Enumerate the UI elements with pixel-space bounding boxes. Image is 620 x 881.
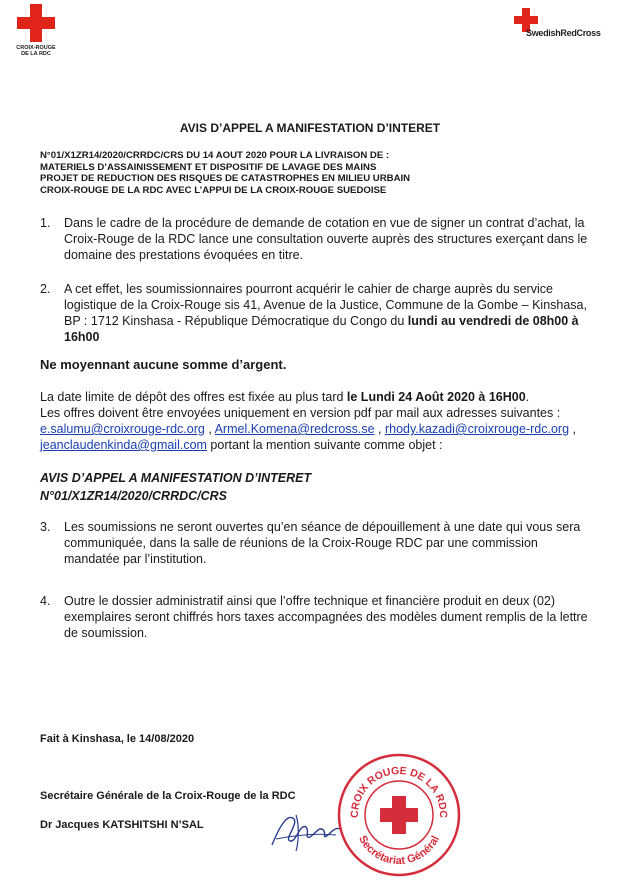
- email-list: [40, 421, 595, 453]
- paragraph-number: 1.: [40, 216, 51, 230]
- deadline-end: .: [525, 390, 530, 404]
- submission-instructions: Les offres doivent être envoyées uniquement en version pdf par mail aux adresses suivantes :: [40, 406, 561, 420]
- paragraph-1: [40, 215, 595, 263]
- no-fee-notice: Ne moyennant aucune somme d’argent.: [40, 357, 287, 372]
- reference-block: [40, 150, 580, 196]
- left-logo-line1: CROIX-ROUGE: [16, 45, 56, 51]
- email-link[interactable]: e.salumu@croixrouge-rdc.org: [40, 422, 205, 436]
- place-date: Fait à Kinshasa, le 14/08/2020: [40, 733, 195, 745]
- email-separator: ,: [374, 422, 385, 436]
- paragraph-number: 4.: [40, 594, 51, 608]
- paragraph-4: [40, 593, 595, 641]
- email-separator: ,: [204, 422, 215, 436]
- paragraph-3: [40, 519, 595, 567]
- email-link[interactable]: jeanclaudenkinda@gmail.com: [40, 438, 207, 452]
- paragraph-text: Outre le dossier administratif ainsi que l’offre technique et financière produit en deux (02) exemplaires seront chiffrés hors taxes accompagnées des modèles dument remplis de la lettre de soumission.: [64, 594, 588, 640]
- swedish-red-cross-logo: [512, 8, 616, 38]
- subject-intro: portant la mention suivante comme objet :: [206, 438, 443, 452]
- handwritten-signature: [266, 805, 346, 855]
- reference-line: MATERIELS D’ASSAINISSEMENT ET DISPOSITIF DE LAVAGE DES MAINS: [40, 161, 377, 173]
- stamp-bottom-text: Secrétariat Général: [356, 833, 442, 868]
- deadline-text: La date limite de dépôt des offres est fixée au plus tard: [40, 390, 347, 404]
- right-logo-name: SwedishRedCross: [526, 28, 601, 38]
- signatory-name: Dr Jacques KATSHITSHI N’SAL: [40, 819, 204, 831]
- paragraph-body: A cet effet, les soumissionnaires pourront acquérir le cahier de charge auprès du service logistique de la Croix-Rouge sis 41, Avenue de la Justice, Commune de la Gombe – Kinshasa, BP : 1712 Kinshasa - République Démocratique du Congo du: [64, 282, 587, 328]
- subject-reference: [40, 469, 595, 505]
- left-logo-line2: DE LA RDC: [21, 51, 51, 57]
- signatory-title: Secrétaire Générale de la Croix-Rouge de la RDC: [40, 790, 296, 802]
- red-cross-icon: [17, 4, 55, 42]
- croix-rouge-rdc-logo: [8, 4, 64, 57]
- reference-line: CROIX-ROUGE DE LA RDC AVEC L’APPUI DE LA CROIX-ROUGE SUEDOISE: [40, 184, 387, 196]
- paragraph-text: Dans le cadre de la procédure de demande de cotation en vue de signer un contrat d’achat, la Croix-Rouge de la RDC lance une consultation ouverte auprès des structures exerçant dans le domaine des prestations évoquées en titre.: [64, 216, 588, 262]
- email-link[interactable]: Armel.Komena@redcross.se: [214, 422, 375, 436]
- reference-line: PROJET DE REDUCTION DES RISQUES DE CATASTROPHES EN MILIEU URBAIN: [40, 173, 411, 184]
- document-title: AVIS D’APPEL A MANIFESTATION D’INTERET: [179, 121, 441, 135]
- paragraph-text: Les soumissions ne seront ouvertes qu’en séance de dépouillement à une date qui vous sera communiquée, dans la salle de réunions de la Croix-Rouge RDC par une commission mandatée par l’institution.: [64, 520, 581, 566]
- official-stamp: [336, 752, 462, 878]
- reference-line: N°01/X1ZR14/2020/CRRDC/CRS DU 14 AOUT 2020 POUR LA LIVRAISON DE :: [40, 150, 390, 161]
- subject-title: AVIS D’APPEL A MANIFESTATION D’INTERET: [40, 471, 312, 485]
- email-link[interactable]: rhody.kazadi@croixrouge-rdc.org: [384, 422, 570, 436]
- deadline-line: [40, 389, 595, 405]
- stamp-top-text: CROIX ROUGE DE LA RDC: [348, 764, 450, 819]
- deadline-date: le Lundi 24 Août 2020 à 16H00: [346, 390, 526, 404]
- svg-text:Secrétariat Général: [356, 834, 442, 867]
- email-separator: ,: [569, 422, 576, 436]
- paragraph-text: [64, 281, 595, 345]
- deadline-block: [40, 389, 595, 453]
- paragraph-number: 3.: [40, 520, 51, 534]
- paragraph-number: 2.: [40, 282, 51, 296]
- paragraph-2: [40, 281, 595, 345]
- opening-hours: lundi au vendredi de 08h00 à 16h00: [64, 314, 579, 344]
- subject-number: N°01/X1ZR14/2020/CRRDC/CRS: [40, 489, 228, 503]
